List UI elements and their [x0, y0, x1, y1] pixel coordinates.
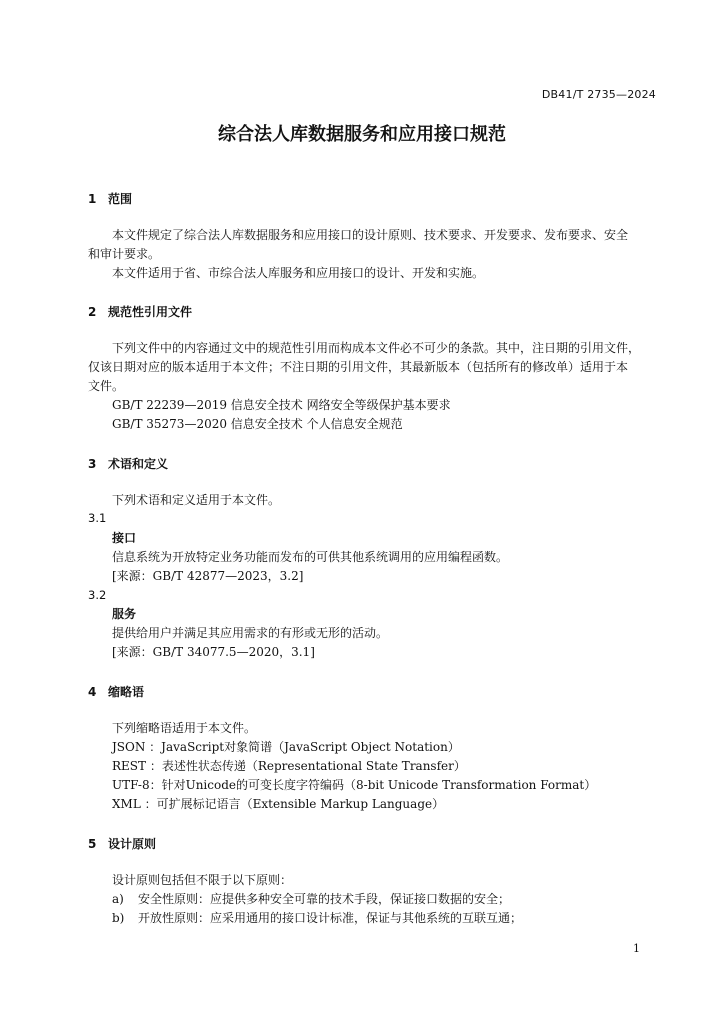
s2-paragraph-line-1: 下列文件中的内容通过文中的规范性引用而构成本文件必不可少的条款。其中，注日期的引用文件，: [112, 341, 641, 355]
section-title: 术语和定义: [108, 457, 169, 471]
list-item-text: 安全性原则：应提供多种安全可靠的技术手段，保证接口数据的安全；: [138, 892, 511, 906]
standard-code: DB41/T 2735—2024: [541, 88, 656, 101]
term-source: [来源：GB/T 42877—2023，3.2]: [112, 569, 304, 583]
section-number: 3: [88, 457, 97, 471]
list-item-marker: b): [112, 911, 125, 925]
s1-paragraph-2: 本文件适用于省、市综合法人库服务和应用接口的设计、开发和实施。: [112, 266, 485, 280]
section-title: 缩略语: [108, 685, 145, 699]
s5-intro: 设计原则包括但不限于以下原则：: [112, 873, 293, 887]
s2-paragraph-line-3: 文件。: [88, 379, 125, 393]
list-item-marker: a): [112, 892, 124, 906]
section-number: 4: [88, 685, 97, 699]
reference-item: GB/T 35273—2020 信息安全技术 个人信息安全规范: [112, 417, 403, 431]
term-name: 服务: [112, 607, 137, 621]
section-1-heading: [88, 190, 132, 207]
s1-paragraph-1-line-2: 和审计要求。: [88, 247, 161, 261]
abbreviation-item: REST ：表述性状态传递（Representational State Transfer）: [112, 759, 466, 773]
section-4-heading: [88, 683, 144, 700]
page-number: 1: [633, 942, 640, 955]
section-number: 2: [88, 305, 97, 319]
term-number: 3.2: [88, 588, 107, 602]
section-title: 设计原则: [108, 837, 157, 851]
s4-intro: 下列缩略语适用于本文件。: [112, 721, 257, 735]
section-3-heading: [88, 455, 168, 472]
section-title: 范围: [108, 192, 133, 206]
term-source: [来源：GB/T 34077.5—2020，3.1]: [112, 645, 315, 659]
term-definition: 提供给用户并满足其应用需求的有形或无形的活动。: [112, 626, 389, 640]
s2-paragraph-line-2: 仅该日期对应的版本适用于本文件；不注日期的引用文件，其最新版本（包括所有的修改单）适用于本: [88, 360, 629, 374]
section-2-heading: [88, 303, 192, 320]
abbreviation-item: UTF-8：针对Unicode的可变长度字符编码（8-bit Unicode Transformation Format）: [112, 778, 597, 792]
section-number: 5: [88, 837, 97, 851]
list-item-text: 开放性原则：应采用通用的接口设计标准，保证与其他系统的互联互通；: [138, 911, 523, 925]
term-definition: 信息系统为开放特定业务功能而发布的可供其他系统调用的应用编程函数。: [112, 550, 509, 564]
term-name: 接口: [112, 531, 137, 545]
term-number: 3.1: [88, 511, 107, 525]
s3-intro: 下列术语和定义适用于本文件。: [112, 493, 281, 507]
abbreviation-item: XML ：可扩展标记语言（Extensible Markup Language）: [112, 797, 445, 811]
section-number: 1: [88, 192, 97, 206]
section-5-heading: [88, 835, 156, 852]
section-title: 规范性引用文件: [108, 305, 193, 319]
s1-paragraph-1-line-1: 本文件规定了综合法人库数据服务和应用接口的设计原则、技术要求、开发要求、发布要求、安全: [112, 228, 629, 242]
abbreviation-item: JSON ：JavaScript对象简谱（JavaScript Object Notation）: [112, 740, 460, 754]
reference-item: GB/T 22239—2019 信息安全技术 网络安全等级保护基本要求: [112, 398, 451, 412]
document-title: 综合法人库数据服务和应用接口规范: [218, 124, 506, 145]
